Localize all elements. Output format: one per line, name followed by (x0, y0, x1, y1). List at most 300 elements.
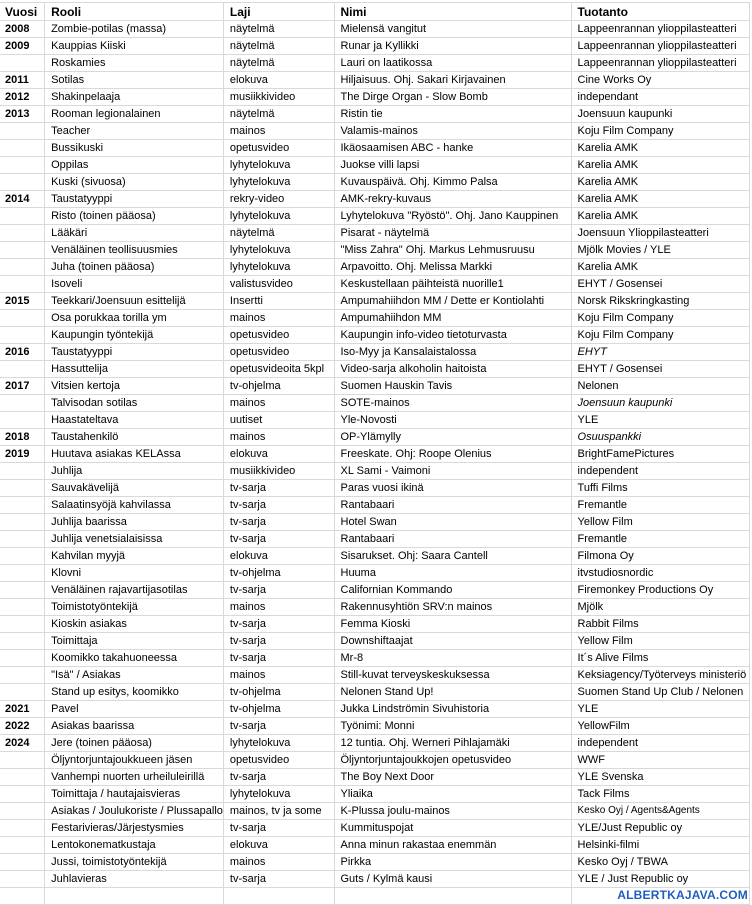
title-cell[interactable]: Suomen Hauskin Tavis (334, 378, 571, 395)
title-cell[interactable]: Ristin tie (334, 106, 571, 123)
production-cell[interactable]: Firemonkey Productions Oy (571, 582, 749, 599)
title-cell[interactable]: Iso-Myy ja Kansalaistalossa (334, 344, 571, 361)
type-cell[interactable]: tv-ohjelma (223, 378, 334, 395)
production-cell[interactable]: Osuuspankki (571, 429, 749, 446)
year-cell[interactable] (0, 820, 45, 837)
table-row (0, 735, 750, 752)
title-cell[interactable]: Työnimi: Monni (334, 718, 571, 735)
type-cell[interactable]: lyhytelokuva (223, 242, 334, 259)
table-row (0, 157, 750, 174)
title-cell[interactable]: K-Plussa joulu-mainos (334, 803, 571, 820)
year-cell[interactable] (0, 208, 45, 225)
table-row (0, 174, 750, 191)
table-row (0, 650, 750, 667)
role-cell[interactable]: Venäläinen rajavartijasotilas (45, 582, 224, 599)
role-cell[interactable]: Juhlija (45, 463, 224, 480)
production-cell[interactable]: Karelia AMK (571, 259, 749, 276)
title-cell[interactable]: Kaupungin info-video tietoturvasta (334, 327, 571, 344)
year-cell[interactable] (0, 599, 45, 616)
type-cell[interactable]: lyhytelokuva (223, 259, 334, 276)
title-cell[interactable]: Yliaika (334, 786, 571, 803)
production-cell[interactable]: Mjölk Movies / YLE (571, 242, 749, 259)
production-cell[interactable]: Kesko Oyj / TBWA (571, 854, 749, 871)
table-row (0, 327, 750, 344)
role-cell[interactable]: Bussikuski (45, 140, 224, 157)
title-cell[interactable]: Valamis-mainos (334, 123, 571, 140)
role-cell[interactable]: Taustatyyppi (45, 344, 224, 361)
type-cell[interactable]: tv-sarja (223, 871, 334, 888)
title-cell[interactable]: Video-sarja alkoholin haitoista (334, 361, 571, 378)
type-cell[interactable]: opetusvideo (223, 752, 334, 769)
role-cell[interactable]: Isoveli (45, 276, 224, 293)
table-row (0, 361, 750, 378)
production-cell[interactable]: Helsinki-filmi (571, 837, 749, 854)
year-cell[interactable] (0, 514, 45, 531)
production-cell[interactable]: Kesko Oyj / Agents&Agents (571, 803, 749, 820)
title-cell[interactable]: Downshiftaajat (334, 633, 571, 650)
title-cell[interactable]: Femma Kioski (334, 616, 571, 633)
year-cell[interactable] (0, 803, 45, 820)
production-cell[interactable]: Joensuun Ylioppilasteatteri (571, 225, 749, 242)
role-cell[interactable]: Toimittaja (45, 633, 224, 650)
table-row (0, 497, 750, 514)
title-cell[interactable]: Juokse villi lapsi (334, 157, 571, 174)
role-cell[interactable]: Kahvilan myyjä (45, 548, 224, 565)
year-cell[interactable] (0, 242, 45, 259)
type-cell[interactable]: musiikkivideo (223, 463, 334, 480)
role-cell[interactable]: Asiakas baarissa (45, 718, 224, 735)
type-cell[interactable]: elokuva (223, 72, 334, 89)
production-cell[interactable]: independent (571, 735, 749, 752)
type-cell[interactable]: mainos (223, 310, 334, 327)
type-cell[interactable]: lyhytelokuva (223, 786, 334, 803)
title-cell[interactable]: Sisarukset. Ohj: Saara Cantell (334, 548, 571, 565)
role-cell[interactable]: Juhlavieras (45, 871, 224, 888)
year-cell[interactable]: 2018 (0, 429, 45, 446)
production-cell[interactable]: Karelia AMK (571, 140, 749, 157)
year-cell[interactable]: 2021 (0, 701, 45, 718)
title-cell[interactable]: Hotel Swan (334, 514, 571, 531)
title-cell[interactable]: 12 tuntia. Ohj. Werneri Pihlajamäki (334, 735, 571, 752)
header-title[interactable]: Nimi (334, 3, 571, 21)
title-cell[interactable]: Pirkka (334, 854, 571, 871)
type-cell[interactable]: elokuva (223, 548, 334, 565)
type-cell[interactable]: mainos (223, 599, 334, 616)
year-cell[interactable] (0, 854, 45, 871)
role-cell[interactable]: Zombie-potilas (massa) (45, 21, 224, 38)
role-cell[interactable]: Lääkäri (45, 225, 224, 242)
year-cell[interactable] (0, 395, 45, 412)
type-cell[interactable]: tv-ohjelma (223, 684, 334, 701)
role-cell[interactable]: Kauppias Kiiski (45, 38, 224, 55)
table-row (0, 378, 750, 395)
production-cell[interactable]: Cine Works Oy (571, 72, 749, 89)
production-cell[interactable]: independant (571, 89, 749, 106)
type-cell[interactable]: lyhytelokuva (223, 157, 334, 174)
production-cell[interactable]: Koju Film Company (571, 327, 749, 344)
production-cell[interactable]: WWF (571, 752, 749, 769)
year-cell[interactable] (0, 276, 45, 293)
type-cell[interactable]: tv-sarja (223, 718, 334, 735)
title-cell[interactable]: Mielensä vangitut (334, 21, 571, 38)
table-body (0, 21, 750, 905)
role-cell[interactable]: Toimittaja / hautajaisvieras (45, 786, 224, 803)
role-cell[interactable]: Haastateltava (45, 412, 224, 429)
role-cell[interactable]: Toimistotyöntekijä (45, 599, 224, 616)
type-cell[interactable]: näytelmä (223, 38, 334, 55)
type-cell[interactable]: tv-sarja (223, 514, 334, 531)
type-cell[interactable]: näytelmä (223, 55, 334, 72)
type-cell[interactable]: tv-sarja (223, 582, 334, 599)
role-cell[interactable]: Kioskin asiakas (45, 616, 224, 633)
title-cell[interactable]: Öljyntorjuntajoukkojen opetusvideo (334, 752, 571, 769)
type-cell[interactable]: mainos, tv ja some (223, 803, 334, 820)
production-cell[interactable]: Suomen Stand Up Club / Nelonen (571, 684, 749, 701)
year-cell[interactable]: 2008 (0, 21, 45, 38)
type-cell[interactable]: tv-ohjelma (223, 701, 334, 718)
production-cell[interactable]: Rabbit Films (571, 616, 749, 633)
year-cell[interactable]: 2022 (0, 718, 45, 735)
production-cell[interactable]: It´s Alive Films (571, 650, 749, 667)
year-cell[interactable] (0, 650, 45, 667)
role-cell[interactable]: Taustahenkilö (45, 429, 224, 446)
title-cell[interactable]: Kummituspojat (334, 820, 571, 837)
year-cell[interactable] (0, 667, 45, 684)
production-cell[interactable]: itvstudiosnordic (571, 565, 749, 582)
table-row (0, 429, 750, 446)
type-cell[interactable]: näytelmä (223, 106, 334, 123)
role-cell[interactable]: Kaupungin työntekijä (45, 327, 224, 344)
header-role[interactable]: Rooli (45, 3, 224, 21)
year-cell[interactable] (0, 837, 45, 854)
type-cell[interactable]: opetusvideoita 5kpl (223, 361, 334, 378)
type-cell[interactable]: valistusvideo (223, 276, 334, 293)
table-row (0, 276, 750, 293)
role-cell[interactable]: Öljyntorjuntajoukkueen jäsen (45, 752, 224, 769)
year-cell[interactable] (0, 684, 45, 701)
production-cell[interactable]: YLE/Just Republic oy (571, 820, 749, 837)
production-cell[interactable]: Keksiagency/Työterveys ministeriö (571, 667, 749, 684)
production-cell[interactable]: Lappeenrannan ylioppilasteatteri (571, 21, 749, 38)
empty-cell[interactable] (223, 888, 334, 905)
title-cell[interactable]: Rakennusyhtiön SRV:n mainos (334, 599, 571, 616)
table-row (0, 293, 750, 310)
year-cell[interactable] (0, 361, 45, 378)
role-cell[interactable]: Teekkari/Joensuun esittelijä (45, 293, 224, 310)
role-cell[interactable]: Roskamies (45, 55, 224, 72)
year-cell[interactable] (0, 157, 45, 174)
role-cell[interactable]: Osa porukkaa torilla ym (45, 310, 224, 327)
production-cell[interactable]: Koju Film Company (571, 310, 749, 327)
title-cell[interactable]: Ampumahiihdon MM / Dette er Kontiolahti (334, 293, 571, 310)
year-cell[interactable] (0, 769, 45, 786)
production-cell[interactable]: independent (571, 463, 749, 480)
production-cell[interactable]: Fremantle (571, 531, 749, 548)
table-row (0, 769, 750, 786)
production-cell[interactable]: YellowFilm (571, 718, 749, 735)
year-cell[interactable]: 2017 (0, 378, 45, 395)
type-cell[interactable]: tv-sarja (223, 650, 334, 667)
title-cell[interactable]: SOTE-mainos (334, 395, 571, 412)
year-cell[interactable]: 2019 (0, 446, 45, 463)
type-cell[interactable]: mainos (223, 429, 334, 446)
year-cell[interactable] (0, 565, 45, 582)
production-cell[interactable]: YLE Svenska (571, 769, 749, 786)
title-cell[interactable]: The Boy Next Door (334, 769, 571, 786)
type-cell[interactable]: tv-sarja (223, 616, 334, 633)
year-cell[interactable]: 2009 (0, 38, 45, 55)
type-cell[interactable]: tv-sarja (223, 497, 334, 514)
year-cell[interactable] (0, 616, 45, 633)
production-cell[interactable]: Filmona Oy (571, 548, 749, 565)
role-cell[interactable]: Hassuttelija (45, 361, 224, 378)
year-cell[interactable] (0, 225, 45, 242)
year-cell[interactable] (0, 463, 45, 480)
type-cell[interactable]: tv-sarja (223, 531, 334, 548)
production-cell[interactable]: Tuffi Films (571, 480, 749, 497)
type-cell[interactable]: opetusvideo (223, 344, 334, 361)
type-cell[interactable]: lyhytelokuva (223, 208, 334, 225)
type-cell[interactable]: tv-sarja (223, 820, 334, 837)
type-cell[interactable]: mainos (223, 667, 334, 684)
title-cell[interactable]: Kuvauspäivä. Ohj. Kimmo Palsa (334, 174, 571, 191)
title-cell[interactable]: Ikäosaamisen ABC - hanke (334, 140, 571, 157)
production-cell[interactable]: Karelia AMK (571, 208, 749, 225)
table-row (0, 208, 750, 225)
type-cell[interactable]: lyhytelokuva (223, 735, 334, 752)
table-row (0, 718, 750, 735)
table-row (0, 854, 750, 871)
year-cell[interactable] (0, 55, 45, 72)
role-cell[interactable]: Teacher (45, 123, 224, 140)
table-row (0, 684, 750, 701)
title-cell[interactable]: Keskustellaan päihteistä nuorille1 (334, 276, 571, 293)
table-row (0, 667, 750, 684)
table-row (0, 582, 750, 599)
year-cell[interactable] (0, 531, 45, 548)
title-cell[interactable]: Guts / Kylmä kausi (334, 871, 571, 888)
role-cell[interactable]: Risto (toinen pääosa) (45, 208, 224, 225)
table-row (0, 89, 750, 106)
table-row (0, 72, 750, 89)
table-row (0, 38, 750, 55)
role-cell[interactable]: Juhlija baarissa (45, 514, 224, 531)
title-cell[interactable]: Still-kuvat terveyskeskuksessa (334, 667, 571, 684)
type-cell[interactable]: opetusvideo (223, 327, 334, 344)
title-cell[interactable]: Paras vuosi ikinä (334, 480, 571, 497)
role-cell[interactable]: Festarivieras/Järjestysmies (45, 820, 224, 837)
type-cell[interactable]: elokuva (223, 837, 334, 854)
year-cell[interactable] (0, 140, 45, 157)
year-cell[interactable]: 2024 (0, 735, 45, 752)
role-cell[interactable]: Klovni (45, 565, 224, 582)
year-cell[interactable] (0, 174, 45, 191)
table-row (0, 412, 750, 429)
production-cell[interactable]: Karelia AMK (571, 191, 749, 208)
role-cell[interactable]: Vanhempi nuorten urheiluleirillä (45, 769, 224, 786)
production-cell[interactable]: Norsk Rikskringkasting (571, 293, 749, 310)
year-cell[interactable]: 2011 (0, 72, 45, 89)
production-cell[interactable]: YLE (571, 701, 749, 718)
table-row (0, 803, 750, 820)
empty-cell[interactable] (45, 888, 224, 905)
type-cell[interactable]: mainos (223, 854, 334, 871)
role-cell[interactable]: Oppilas (45, 157, 224, 174)
type-cell[interactable]: tv-sarja (223, 769, 334, 786)
role-cell[interactable]: Kuski (sivuosa) (45, 174, 224, 191)
header-type[interactable]: Laji (223, 3, 334, 21)
role-cell[interactable]: "Isä" / Asiakas (45, 667, 224, 684)
role-cell[interactable]: Jussi, toimistotyöntekijä (45, 854, 224, 871)
production-cell[interactable]: Tack Films (571, 786, 749, 803)
table-row (0, 395, 750, 412)
production-cell[interactable]: Fremantle (571, 497, 749, 514)
title-cell[interactable]: Huuma (334, 565, 571, 582)
year-cell[interactable] (0, 633, 45, 650)
header-production[interactable]: Tuotanto (571, 3, 749, 21)
table-row (0, 701, 750, 718)
production-cell[interactable]: Lappeenrannan ylioppilasteatteri (571, 38, 749, 55)
type-cell[interactable]: mainos (223, 123, 334, 140)
title-cell[interactable]: Rantabaari (334, 531, 571, 548)
type-cell[interactable]: tv-sarja (223, 480, 334, 497)
type-cell[interactable]: tv-ohjelma (223, 565, 334, 582)
production-cell[interactable]: Joensuun kaupunki (571, 106, 749, 123)
production-cell[interactable]: BrightFamePictures (571, 446, 749, 463)
title-cell[interactable]: Pisarat - näytelmä (334, 225, 571, 242)
year-cell[interactable]: 2012 (0, 89, 45, 106)
production-cell[interactable]: EHYT (571, 344, 749, 361)
title-cell[interactable]: AMK-rekry-kuvaus (334, 191, 571, 208)
production-cell[interactable]: Yellow Film (571, 633, 749, 650)
title-cell[interactable]: Nelonen Stand Up! (334, 684, 571, 701)
production-cell[interactable]: YLE (571, 412, 749, 429)
production-cell[interactable]: EHYT / Gosensei (571, 361, 749, 378)
empty-cell[interactable] (334, 888, 571, 905)
production-cell[interactable]: Karelia AMK (571, 174, 749, 191)
title-cell[interactable]: Jukka Lindströmin Sivuhistoria (334, 701, 571, 718)
year-cell[interactable] (0, 327, 45, 344)
role-cell[interactable]: Salaatinsyöjä kahvilassa (45, 497, 224, 514)
type-cell[interactable]: musiikkivideo (223, 89, 334, 106)
table-row (0, 480, 750, 497)
title-cell[interactable]: Runar ja Kyllikki (334, 38, 571, 55)
role-cell[interactable]: Venäläinen teollisuusmies (45, 242, 224, 259)
role-cell[interactable]: Juha (toinen pääosa) (45, 259, 224, 276)
type-cell[interactable]: Insertti (223, 293, 334, 310)
year-cell[interactable] (0, 752, 45, 769)
type-cell[interactable]: rekry-video (223, 191, 334, 208)
production-cell[interactable]: Koju Film Company (571, 123, 749, 140)
production-cell[interactable]: Karelia AMK (571, 157, 749, 174)
title-cell[interactable]: Freeskate. Ohj: Roope Olenius (334, 446, 571, 463)
production-cell[interactable]: YLE / Just Republic oy (571, 871, 749, 888)
production-cell[interactable]: Yellow Film (571, 514, 749, 531)
role-cell[interactable]: Jere (toinen pääosa) (45, 735, 224, 752)
title-cell[interactable]: "Miss Zahra" Ohj. Markus Lehmusruusu (334, 242, 571, 259)
title-cell[interactable]: Californian Kommando (334, 582, 571, 599)
year-cell[interactable] (0, 497, 45, 514)
type-cell[interactable]: mainos (223, 395, 334, 412)
title-cell[interactable]: OP-Ylämylly (334, 429, 571, 446)
table-row (0, 463, 750, 480)
title-cell[interactable]: Arpavoitto. Ohj. Melissa Markki (334, 259, 571, 276)
table-row (0, 344, 750, 361)
year-cell[interactable] (0, 548, 45, 565)
type-cell[interactable]: näytelmä (223, 225, 334, 242)
role-cell[interactable]: Shakinpelaaja (45, 89, 224, 106)
title-cell[interactable]: Hiljaisuus. Ohj. Sakari Kirjavainen (334, 72, 571, 89)
role-cell[interactable]: Vitsien kertoja (45, 378, 224, 395)
type-cell[interactable]: uutiset (223, 412, 334, 429)
year-cell[interactable] (0, 582, 45, 599)
header-year[interactable]: Vuosi (0, 3, 45, 21)
production-cell[interactable]: EHYT / Gosensei (571, 276, 749, 293)
title-cell[interactable]: The Dirge Organ - Slow Bomb (334, 89, 571, 106)
year-cell[interactable]: 2016 (0, 344, 45, 361)
table-row (0, 123, 750, 140)
title-cell[interactable]: Yle-Novosti (334, 412, 571, 429)
type-cell[interactable]: elokuva (223, 446, 334, 463)
table-row (0, 633, 750, 650)
year-cell[interactable]: 2015 (0, 293, 45, 310)
role-cell[interactable]: Sotilas (45, 72, 224, 89)
table-row (0, 191, 750, 208)
type-cell[interactable]: opetusvideo (223, 140, 334, 157)
role-cell[interactable]: Koomikko takahuoneessa (45, 650, 224, 667)
role-cell[interactable]: Huutava asiakas KELAssa (45, 446, 224, 463)
title-cell[interactable]: Anna minun rakastaa enemmän (334, 837, 571, 854)
year-cell[interactable] (0, 412, 45, 429)
role-cell[interactable]: Lentokonematkustaja (45, 837, 224, 854)
role-cell[interactable]: Asiakas / Joulukoriste / Plussapallo (45, 803, 224, 820)
type-cell[interactable]: lyhytelokuva (223, 174, 334, 191)
title-cell[interactable]: Lyhytelokuva "Ryöstö". Ohj. Jano Kauppinen (334, 208, 571, 225)
role-cell[interactable]: Stand up esitys, koomikko (45, 684, 224, 701)
role-cell[interactable]: Rooman legionalainen (45, 106, 224, 123)
production-cell[interactable]: Mjölk (571, 599, 749, 616)
year-cell[interactable] (0, 480, 45, 497)
role-cell[interactable]: Talvisodan sotilas (45, 395, 224, 412)
production-cell[interactable]: Joensuun kaupunki (571, 395, 749, 412)
type-cell[interactable]: tv-sarja (223, 633, 334, 650)
table-row (0, 752, 750, 769)
empty-cell[interactable] (0, 888, 45, 905)
table-row (0, 599, 750, 616)
title-cell[interactable]: Rantabaari (334, 497, 571, 514)
year-cell[interactable] (0, 259, 45, 276)
table-row (0, 820, 750, 837)
year-cell[interactable] (0, 871, 45, 888)
year-cell[interactable]: 2013 (0, 106, 45, 123)
production-cell[interactable]: Nelonen (571, 378, 749, 395)
title-cell[interactable]: Ampumahiihdon MM (334, 310, 571, 327)
role-cell[interactable]: Pavel (45, 701, 224, 718)
year-cell[interactable] (0, 123, 45, 140)
year-cell[interactable]: 2014 (0, 191, 45, 208)
title-cell[interactable]: XL Sami - Vaimoni (334, 463, 571, 480)
year-cell[interactable] (0, 310, 45, 327)
production-cell[interactable]: Lappeenrannan ylioppilasteatteri (571, 55, 749, 72)
role-cell[interactable]: Juhlija venetsialaisissa (45, 531, 224, 548)
type-cell[interactable]: näytelmä (223, 21, 334, 38)
title-cell[interactable]: Mr-8 (334, 650, 571, 667)
year-cell[interactable] (0, 786, 45, 803)
role-cell[interactable]: Sauvakävelijä (45, 480, 224, 497)
filmography-table (0, 2, 750, 905)
role-cell[interactable]: Taustatyyppi (45, 191, 224, 208)
title-cell[interactable]: Lauri on laatikossa (334, 55, 571, 72)
